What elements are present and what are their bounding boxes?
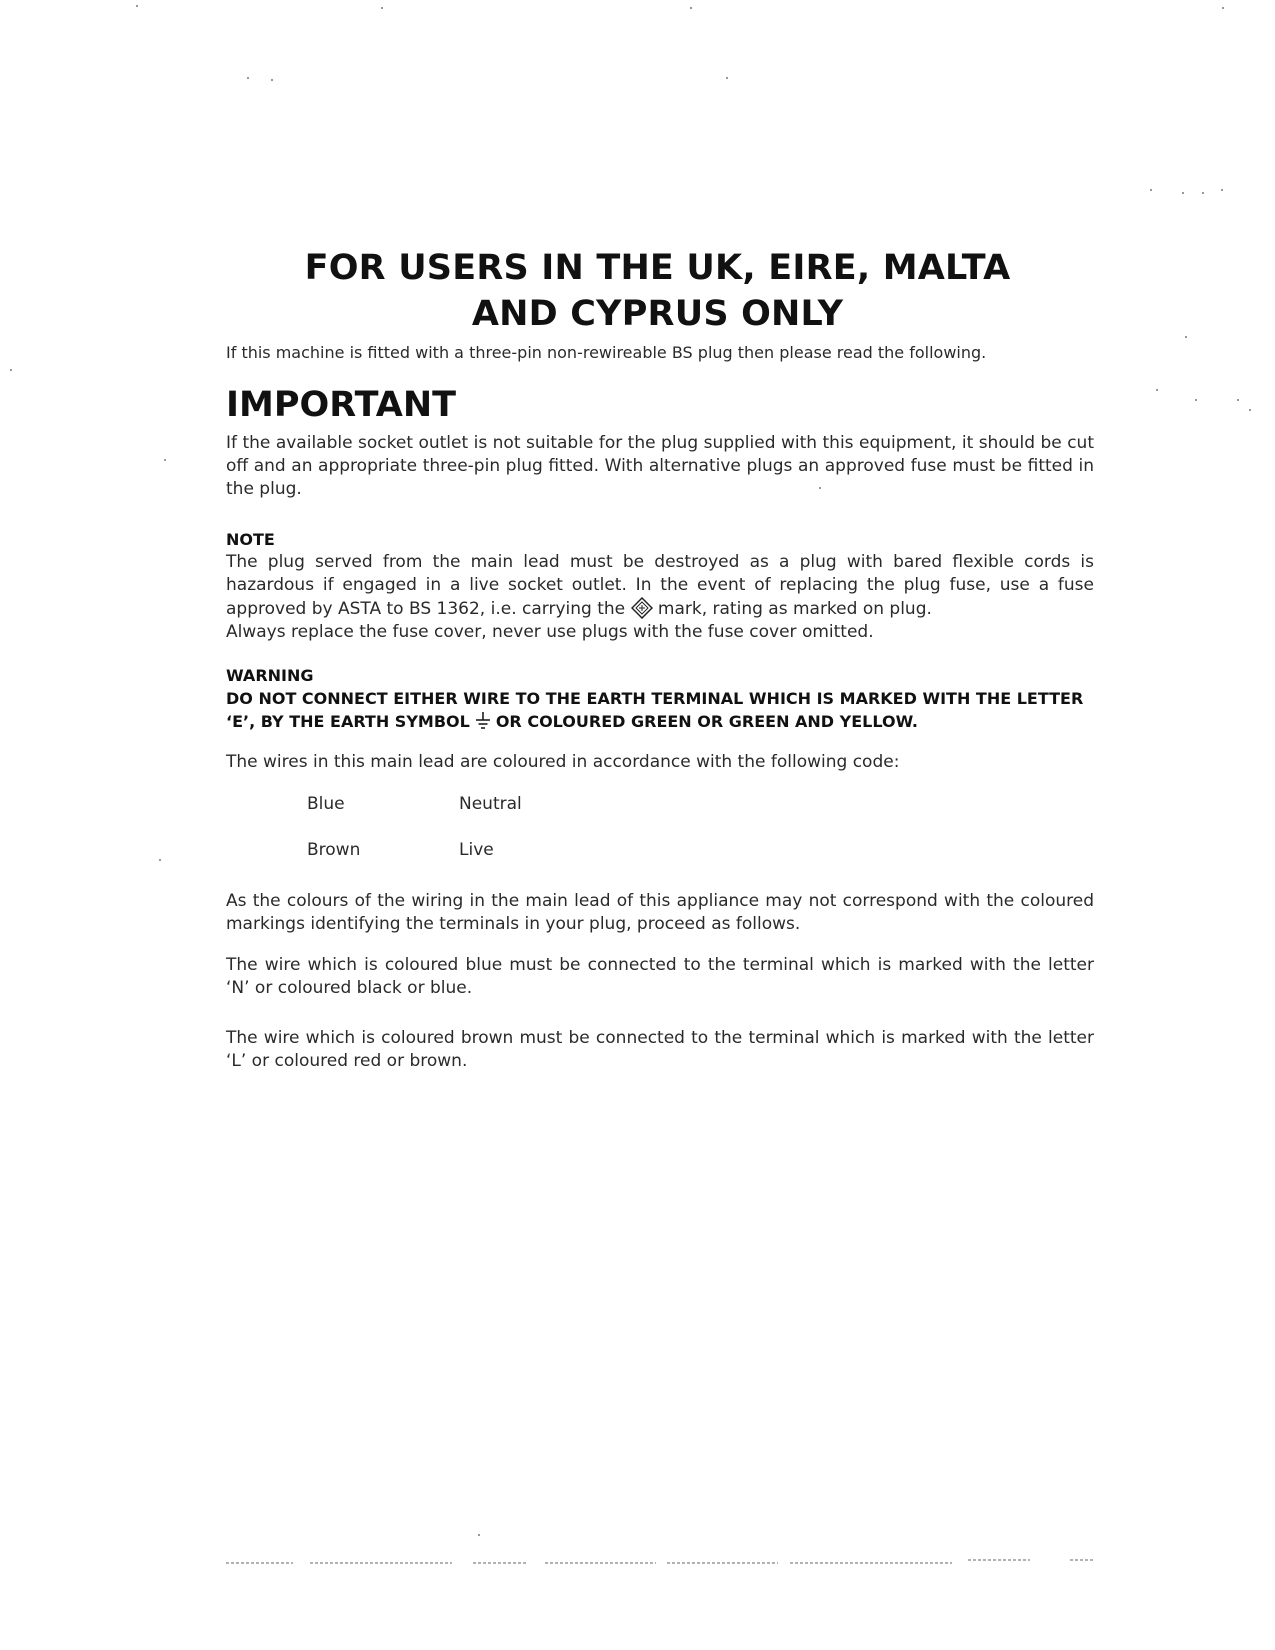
- colour-mismatch-text: As the colours of the wiring in the main lead of this appliance may not correspond with the coloured markings identifying the terminals in your plug, proceed as follows.: [226, 891, 1094, 934]
- note-text-after-mark: mark, rating as marked on plug.: [657, 599, 932, 619]
- important-heading: IMPORTANT: [226, 385, 457, 425]
- important-body: If the available socket outlet is not suitable for the plug supplied with this equipment, it should be cut off and an appropriate three-pin plug fitted. With alternative plugs an approved fuse must be fitted in the plug.: [226, 433, 1094, 499]
- earth-symbol-icon: [474, 711, 492, 731]
- wire-meaning: Live: [459, 840, 494, 860]
- wire-code-row: [307, 840, 522, 886]
- warning-body: [226, 687, 1094, 733]
- wire-code-table: [307, 794, 522, 886]
- warning-text-before-symbol: DO NOT CONNECT EITHER WIRE TO THE EARTH TERMINAL WHICH IS MARKED WITH THE LETTER ‘E’, BY THE EARTH SYMBOL: [226, 689, 1084, 731]
- note-heading: NOTE: [226, 530, 275, 549]
- intro-text: If this machine is fitted with a three-pin non-rewireable BS plug then please read the following.: [226, 343, 987, 362]
- bs-kitemark-icon: [631, 597, 653, 619]
- note-text-before-mark: The plug served from the main lead must be destroyed as a plug with bared flexible cords is hazardous if engaged in a live socket outlet. In the event of replacing the plug fuse, use a fuse approved by ASTA to BS 1362, i.e. carrying the: [226, 552, 1094, 619]
- wire-colour: Brown: [307, 840, 361, 860]
- wire-code-row: [307, 794, 522, 840]
- wire-colour: Blue: [307, 794, 345, 814]
- page-title-line2: AND CYPRUS ONLY: [471, 294, 844, 334]
- warning-text-after-symbol: OR COLOURED GREEN OR GREEN AND YELLOW.: [495, 712, 919, 731]
- brown-wire-instruction: The wire which is coloured brown must be connected to the terminal which is marked with the letter ‘L’ or coloured red or brown.: [226, 1028, 1094, 1071]
- page-title-line1: FOR USERS IN THE UK, EIRE, MALTA: [304, 248, 1011, 288]
- wire-meaning: Neutral: [459, 794, 522, 814]
- note-body: [226, 551, 1094, 644]
- blue-wire-instruction: The wire which is coloured blue must be connected to the terminal which is marked with the letter ‘N’ or coloured black or blue.: [226, 955, 1094, 998]
- wire-code-intro: The wires in this main lead are coloured in accordance with the following code:: [226, 752, 900, 772]
- note-text-line2: Always replace the fuse cover, never use plugs with the fuse cover omitted.: [226, 622, 874, 642]
- warning-heading: WARNING: [226, 666, 314, 685]
